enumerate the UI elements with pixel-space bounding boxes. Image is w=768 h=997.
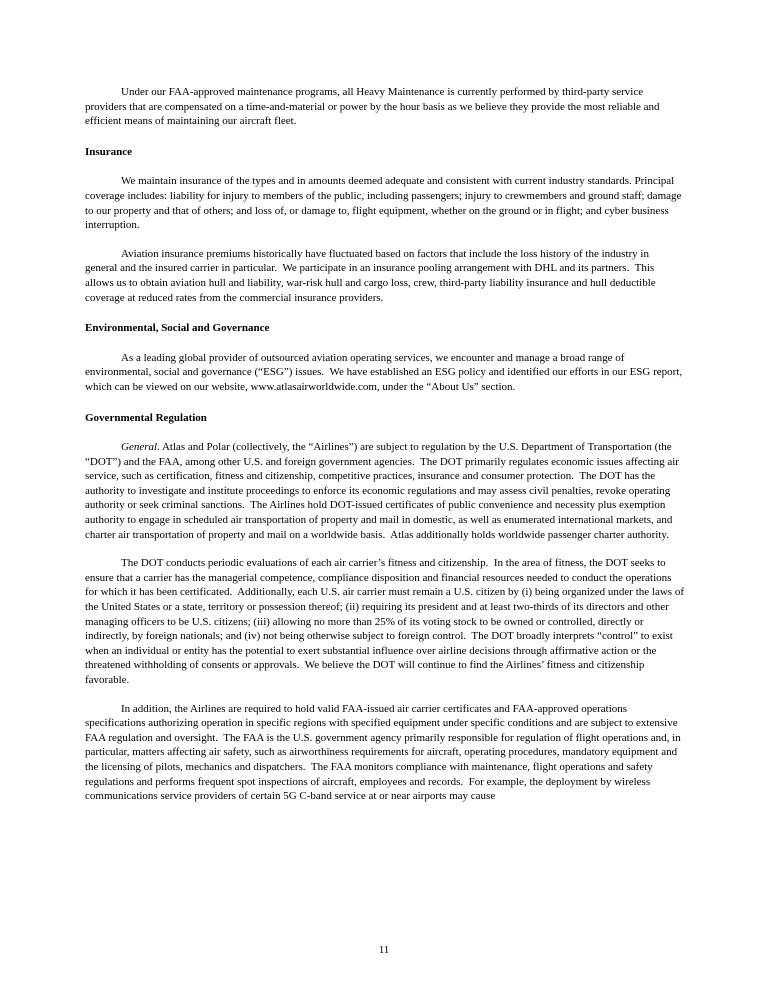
paragraph-insurance-premiums: Aviation insurance premiums historically have fluctuated based on factors that include the loss history of the industry in general and the insured carrier in particular. We participate in an insurance pooling arrangement with DHL and its partners. This allows us to obtain aviation hull and liability, war-risk hull and cargo loss, crew, third-party liability insurance and hull deductible coverage at reduced rates from the commercial insurance providers. [85,247,659,304]
paragraph-faa-certificates: In addition, the Airlines are required to hold valid FAA-issued air carrier certificates and FAA-approved operations specifications authorizing operation in specific regions with specified equipment under specific conditions and are subject to extensive FAA regulation and oversight. The FAA is the U.S. government agency primarily responsible for regulation of flight operations and, in particular, matters affecting air safety, such as airworthiness requirements for aircraft, operating procedures, mandatory equipment and the licensing of pilots, mechanics and dispatchers. The FAA monitors compliance with maintenance, flight operations and safety regulations and performs frequent spot inspections of aircraft, employees and records. For example, the deployment by wireless communications service providers of certain 5G C-band service at or near airports may cause [85,702,684,803]
page-number: 11 [378,944,390,957]
paragraph-insurance-coverage: We maintain insurance of the types and in amounts deemed adequate and consistent with current industry standards. Principal coverage includes: liability for injury to members of the public, including passengers; injury to crewmembers and ground staff; damage to our property and that of others; and loss of, or damage to, flight equipment, whether on the ground or in flight; and cyber business interruption. [85,175,685,232]
section-heading-governmental-regulation: Governmental Regulation [85,411,207,424]
document-body [85,85,687,818]
paragraph-dot-evaluations: The DOT conducts periodic evaluations of each air carrier’s fitness and citizenship. In the area of fitness, the DOT seeks to ensure that a carrier has the managerial competence, compliance disposition and financial resources needed to conduct the operations for which it has been certificated. Additionally, each U.S. air carrier must remain a U.S. citizen by (i) being organized under the laws of the United States or a state, territory or possession thereof; (ii) requiring its president and at least two-thirds of its directors and other managing officers to be U.S. citizens; (iii) allowing no more than 25% of its voting stock to be owned or controlled, directly or indirectly, by foreign nationals; and (iv) not being otherwise subject to foreign control. The DOT broadly interprets “control” to exist when an individual or entity has the potential to exert substantial influence over airline decisions through affirmative action or the threatened withholding of consents or approvals. We believe the DOT will continue to find the Airlines’ fitness and citizenship favorable. [85,557,687,686]
section-heading-esg: Environmental, Social and Governance [85,322,270,335]
paragraph-lead-italic: General [121,441,158,454]
paragraph-heavy-maintenance: Under our FAA-approved maintenance programs, all Heavy Maintenance is currently performed by third-party service providers that are compensated on a time-and-material or power by the hour basis as we believe they provide the most reliable and efficient means of maintaining our aircraft fleet. [85,86,663,128]
paragraph-general-regulation-text: . Atlas and Polar (collectively, the “Airlines”) are subject to regulation by the U.S. Department of Transportation (the “DOT”) and the FAA, among other U.S. and foreign government agencies. The DOT primarily regulates economic issues affecting air service, such as certification, fitness and citizenship, competitive practices, insurance and consumer protection. The DOT has the authority to investigate and institute proceedings to enforce its economic regulations and may assess civil penalties, revoke operating authority or seek criminal sanctions. The Airlines hold DOT-issued certificates of public convenience and necessity plus exemption authority to engage in scheduled air transportation of property and mail in domestic, as well as enumerated international markets, and charter air transportation of property and mail on a worldwide basis. Atlas additionally holds worldwide passenger charter authority. [85,441,682,541]
section-heading-insurance: Insurance [85,145,133,158]
paragraph-esg: As a leading global provider of outsourced aviation operating services, we encounter and manage a broad range of environmental, social and governance (“ESG”) issues. We have established an ESG policy and identified our efforts in our ESG report, which can be viewed on our website, www.atlasairworldwide.com, under the “About Us” section. [85,351,685,393]
paragraph-general-regulation [85,440,684,542]
